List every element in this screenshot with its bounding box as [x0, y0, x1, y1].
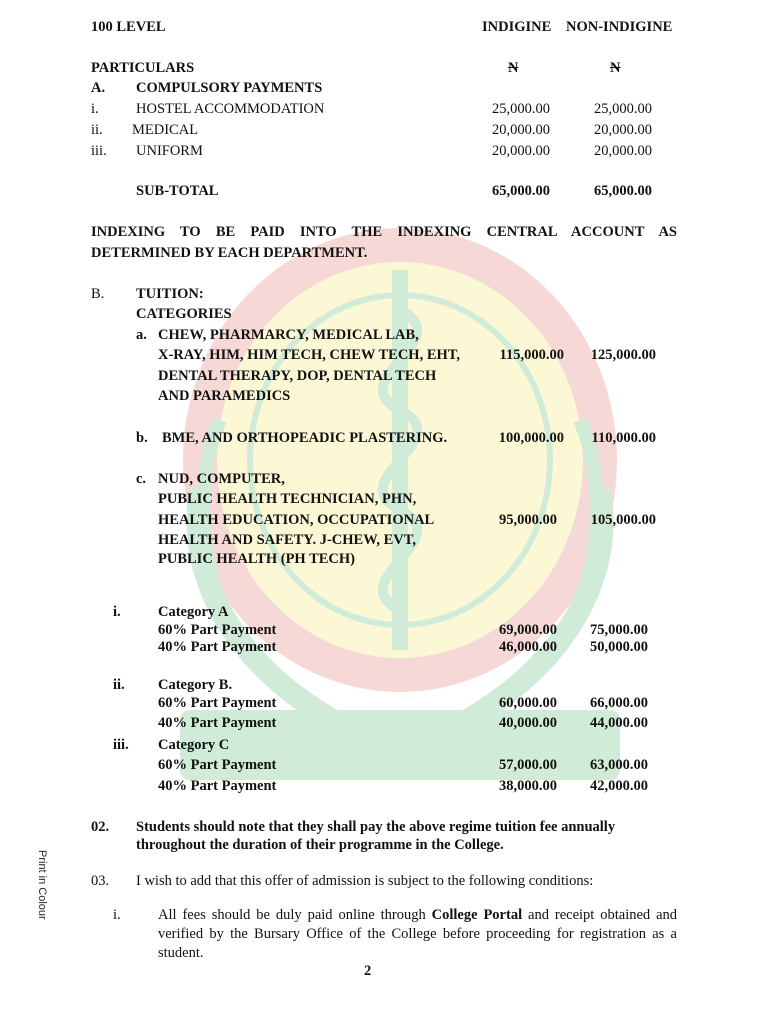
category-c-line: PUBLIC HEALTH TECHNICIAN, PHN,	[158, 491, 417, 507]
part-payment-num: i.	[113, 604, 121, 620]
subtotal-non-indigine: 65,000.00	[594, 183, 652, 199]
part-payment-60-non-indigine: 75,000.00	[590, 622, 648, 638]
category-a-indigine: 115,000.00	[499, 347, 564, 363]
subtotal-label: SUB-TOTAL	[136, 183, 219, 199]
category-b-indigine: 100,000.00	[498, 430, 564, 446]
part-payment-40-indigine: 38,000.00	[499, 778, 557, 794]
condition-i-line3: student.	[158, 945, 204, 961]
part-payment-40-label: 40% Part Payment	[158, 778, 277, 794]
note-02-num: 02.	[91, 819, 110, 835]
part-payment-40-label: 40% Part Payment	[158, 639, 277, 655]
item-num: i.	[91, 101, 99, 117]
part-payment-60-indigine: 60,000.00	[499, 695, 557, 711]
item-label: MEDICAL	[132, 122, 199, 138]
item-amount-non-indigine: 20,000.00	[594, 143, 652, 159]
part-payment-60-label: 60% Part Payment	[158, 757, 277, 773]
part-payment-40-non-indigine: 42,000.00	[590, 778, 648, 794]
section-a-title: COMPULSORY PAYMENTS	[136, 80, 323, 96]
category-b-non-indigine: 110,000.00	[591, 430, 656, 446]
part-payment-60-non-indigine: 63,000.00	[590, 757, 648, 773]
naira-sign-a: N	[508, 60, 519, 76]
item-label: UNIFORM	[136, 143, 203, 159]
category-b-line: BME, AND ORTHOPEADIC PLASTERING.	[162, 430, 448, 446]
part-payment-num: ii.	[113, 677, 125, 693]
section-b-letter: B.	[91, 286, 105, 302]
part-payment-60-label: 60% Part Payment	[158, 622, 277, 638]
category-c-indigine: 95,000.00	[499, 512, 557, 528]
column-non-indigine: NON-INDIGINE	[566, 19, 673, 35]
category-c-line: HEALTH EDUCATION, OCCUPATIONAL	[158, 512, 435, 528]
college-portal-text: College Portal	[431, 907, 523, 923]
naira-sign-b: N	[610, 60, 621, 76]
column-indigine: INDIGINE	[482, 19, 552, 35]
indexing-note-line2: DETERMINED BY EACH DEPARTMENT.	[91, 245, 368, 261]
condition-i-line2: verified by the Bursary Office of the College before proceeding for registration as a	[158, 926, 677, 942]
section-b-title: TUITION:	[136, 286, 204, 302]
category-a-line: X-RAY, HIM, HIM TECH, CHEW TECH, EHT,	[158, 347, 461, 363]
category-a-letter: a.	[136, 327, 147, 343]
item-amount-indigine: 25,000.00	[492, 101, 550, 117]
section-b-subtitle: CATEGORIES	[136, 306, 232, 322]
part-payment-category: Category B.	[158, 677, 233, 693]
category-c-line: HEALTH AND SAFETY. J-CHEW, EVT,	[158, 532, 416, 548]
note-02-line1: Students should note that they shall pay the above regime tuition fee annually	[136, 819, 616, 835]
part-payment-40-non-indigine: 44,000.00	[590, 715, 648, 731]
part-payment-num: iii.	[113, 737, 129, 753]
part-payment-60-indigine: 57,000.00	[499, 757, 557, 773]
item-num: ii.	[91, 122, 103, 138]
category-a-line: DENTAL THERAPY, DOP, DENTAL TECH	[158, 368, 437, 384]
part-payment-category: Category A	[158, 604, 229, 620]
part-payment-60-non-indigine: 66,000.00	[590, 695, 648, 711]
part-payment-40-non-indigine: 50,000.00	[590, 639, 648, 655]
print-in-colour-label: Print in Colour	[36, 850, 48, 920]
part-payment-40-label: 40% Part Payment	[158, 715, 277, 731]
part-payment-40-indigine: 46,000.00	[499, 639, 557, 655]
item-amount-non-indigine: 25,000.00	[594, 101, 652, 117]
level-heading: 100 LEVEL	[91, 19, 166, 35]
item-amount-non-indigine: 20,000.00	[594, 122, 652, 138]
section-a-letter: A.	[91, 80, 106, 96]
category-b-letter: b.	[136, 430, 148, 446]
note-03-num: 03.	[91, 873, 110, 889]
note-02-line2: throughout the duration of their programme in the College.	[136, 837, 504, 853]
category-c-line: PUBLIC HEALTH (PH TECH)	[158, 551, 355, 567]
category-c-line: NUD, COMPUTER,	[158, 471, 285, 487]
category-a-line: AND PARAMEDICS	[158, 388, 291, 404]
condition-i-num: i.	[113, 907, 121, 923]
item-label: HOSTEL ACCOMMODATION	[136, 101, 325, 117]
condition-i-post: and receipt obtained and	[528, 907, 678, 923]
part-payment-category: Category C	[158, 737, 230, 753]
category-a-line: CHEW, PHARMARCY, MEDICAL LAB,	[158, 327, 419, 343]
part-payment-40-indigine: 40,000.00	[499, 715, 557, 731]
part-payment-60-indigine: 69,000.00	[499, 622, 557, 638]
part-payment-60-label: 60% Part Payment	[158, 695, 277, 711]
category-c-letter: c.	[136, 471, 147, 487]
page-number: 2	[364, 963, 372, 979]
indexing-note-line1: INDEXING TO BE PAID INTO THE INDEXING CENTRAL ACCOUNT AS	[91, 224, 677, 240]
condition-i-pre: All fees should be duly paid online through	[158, 907, 426, 923]
particulars-label: PARTICULARS	[91, 60, 195, 76]
item-amount-indigine: 20,000.00	[492, 143, 550, 159]
item-amount-indigine: 20,000.00	[492, 122, 550, 138]
category-c-non-indigine: 105,000.00	[590, 512, 656, 528]
note-03-text: I wish to add that this offer of admission is subject to the following conditions:	[136, 873, 594, 889]
condition-i-line1	[158, 906, 677, 925]
subtotal-indigine: 65,000.00	[492, 183, 550, 199]
item-num: iii.	[91, 143, 107, 159]
category-a-non-indigine: 125,000.00	[590, 347, 656, 363]
